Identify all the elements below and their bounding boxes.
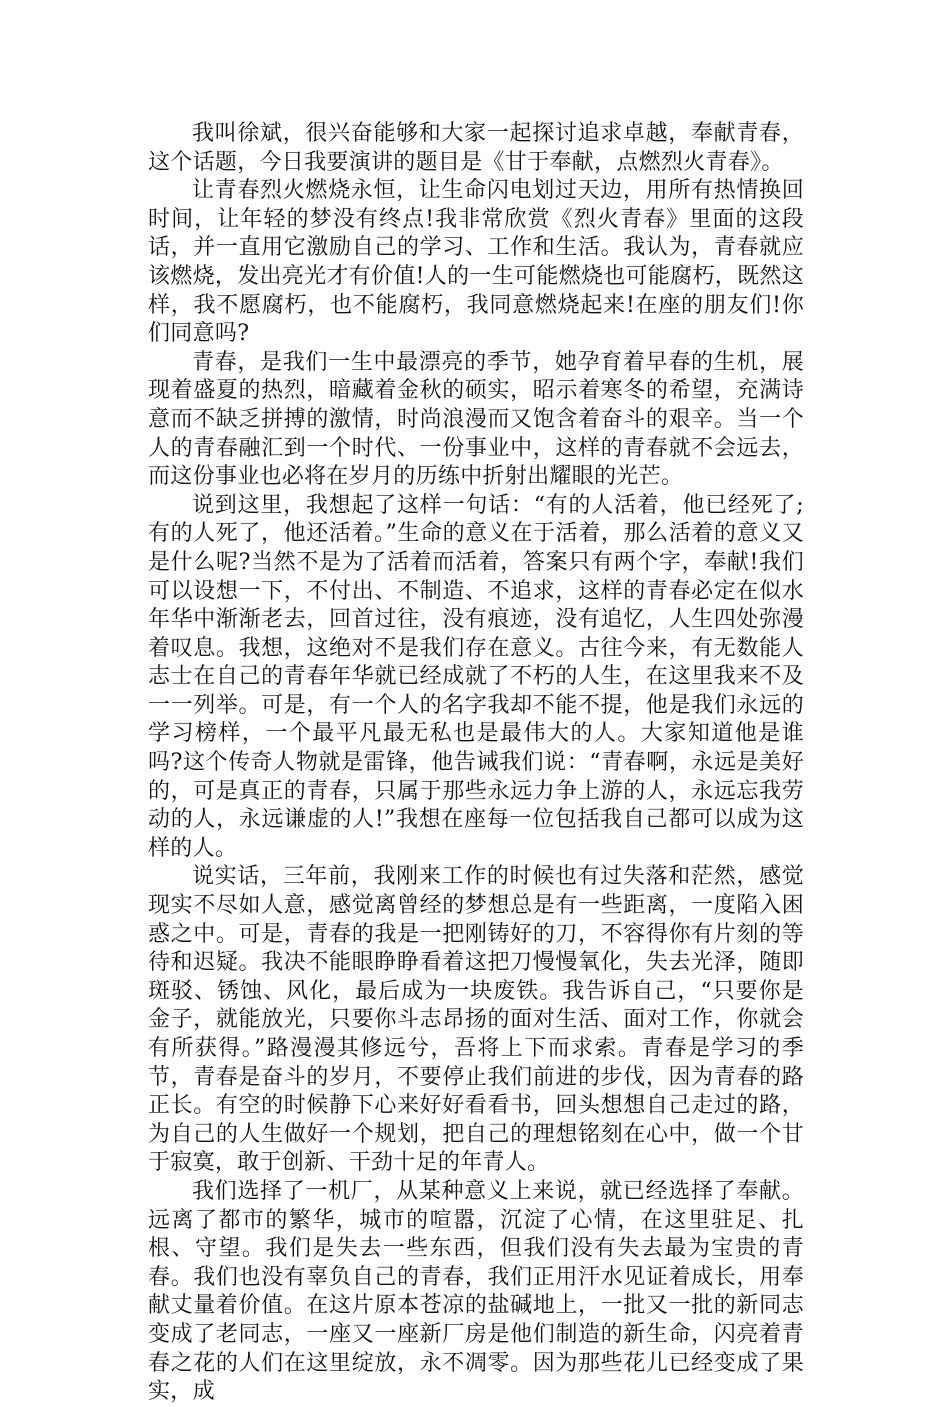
paragraph-three-years-ago: 说实话，三年前，我刚来工作的时候也有过失落和茫然，感觉现实不尽如人意，感觉离曾经的梦想总是有一些距离，一度陷入困惑之中。可是，青春的我是一把刚铸好的刀，不容得你有片刻的等待和迟疑。我决不能眼睁睁看着这把刀慢慢氧化，失去光泽，随即斑驳、锈蚀、风化，最后成为一块废铁。我告诉自己，“只要你是金子，就能放光，只要你斗志昂扬的面对生活、面对工作，你就会有所获得。”路漫漫其修远兮，吾将上下而求索。青春是学习的季节，青春是奋斗的岁月，不要停止我们前进的步伐，因为青春的路正长。有空的时候静下心来好好看看书，回头想想自己走过的路，为自己的人生做好一个规划，把自己的理想铭刻在心中，做一个甘于寂寞，敢于创新、干劲十足的年青人。: [148, 864, 804, 1176]
paragraph-meaning-of-life: 说到这里，我想起了这样一句话：“有的人活着，他已经死了;有的人死了，他还活着。”生命的意义在于活着，那么活着的意义又是什么呢?当然不是为了活着而活着，答案只有两个字，奉献!我们可以设想一下，不付出、不制造、不追求，这样的青春必定在似水年华中渐渐老去，回首过往，没有痕迹，没有追忆，人生四处弥漫着叹息。我想，这绝对不是我们存在意义。古往今来，有无数能人志士在自己的青春年华就已经成就了不朽的人生，在这里我来不及一一列举。可是，有一个人的名字我却不能不提，他是我们永远的学习榜样，一个最平凡最无私也是最伟大的人。大家知道他是谁吗?这个传奇人物就是雷锋，他告诫我们说：“青春啊，永远是美好的，可是真正的青春，只属于那些永远力争上游的人，永远忘我劳动的人，永远谦虚的人!”我想在座每一位包括我自己都可以成为这样的人。: [148, 492, 804, 861]
paragraph-factory-choice: 我们选择了一机厂，从某种意义上来说，就已经选择了奉献。远离了都市的繁华，城市的喧嚣，沉淀了心情，在这里驻足、扎根、守望。我们是失去一些东西，但我们没有失去最为宝贵的青春。我们也没有辜负自己的青春，我们正用汗水见证着成长，用奉献丈量着价值。在这片原本苍凉的盐碱地上，一批又一批的新同志变成了老同志，一座又一座新厂房是他们制造的新生命，闪亮着青春之花的人们在这里绽放，永不凋零。因为那些花儿已经变成了果实，成: [148, 1178, 804, 1405]
paragraph-intro: 我叫徐斌，很兴奋能够和大家一起探讨追求卓越，奉献青春，这个话题，今日我要演讲的题目是《甘于奉献，点燃烈火青春》。: [148, 121, 804, 175]
paragraph-burning-youth: 让青春烈火燃烧永恒，让生命闪电划过天边，用所有热情换回时间，让年轻的梦没有终点!我非常欣赏《烈火青春》里面的这段话，并一直用它激励自己的学习、工作和生活。我认为，青春就应该燃烧，发出亮光才有价值!人的一生可能燃烧也可能腐朽，既然这样，我不愿腐朽，也不能腐朽，我同意燃烧起来!在座的朋友们!你们同意吗?: [148, 178, 804, 347]
document-page: [148, 120, 804, 1407]
paragraph-youth-season: 青春，是我们一生中最漂亮的季节，她孕育着早春的生机，展现着盛夏的热烈，暗藏着金秋的硕实，昭示着寒冬的希望，充满诗意而不缺乏拼搏的激情，时尚浪漫而又饱含着奋斗的艰辛。当一个人的青春融汇到一个时代、一份事业中，这样的青春就不会远去，而这份事业也必将在岁月的历练中折射出耀眼的光芒。: [148, 349, 804, 490]
